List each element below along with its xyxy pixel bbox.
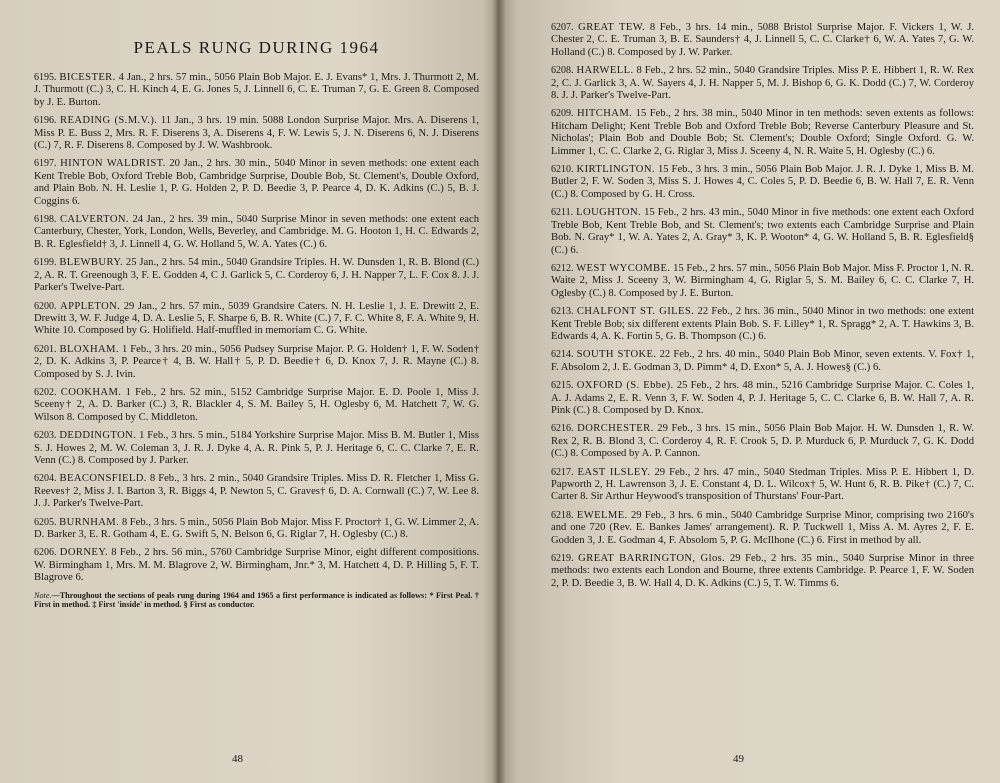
peal-place: HARWELL. xyxy=(576,65,634,77)
peal-details: 24 Jan., 2 hrs. 39 min., 5040 Surprise Minor in seven methods: one extent each Canterbury, Chester, York, London, Wells, Beverley, and Cambridge. M. G. Hooton 1, H. C. Edwards 2, B. R. Eglesfield† 3, J. Linnell 4, G. W. Holland 5, W. A. Yates (C.) 6. xyxy=(34,214,479,250)
peal-place: HITCHAM. xyxy=(576,108,633,120)
peal-place: OXFORD (S. Ebbe). xyxy=(576,380,674,392)
peal-details: 8 Feb., 3 hrs. 14 min., 5088 Bristol Surprise Major. F. Vickers 1, W. J. Chester 2, C. E. Truman 3, B. E. Saunders† 4, J. Linnell 5, C. C. Clarke† 6, W. A. Yates 7, G. W. Holland (C.) 8. Composed by J. W. Parker. xyxy=(551,22,974,58)
peal-entry xyxy=(551,22,974,59)
peal-number: 6217. xyxy=(551,466,574,478)
peal-details: 25 Feb., 2 hrs. 48 min., 5216 Cambridge Surprise Major. C. Coles 1, A. J. Adams 2, E. R. Venn 3, F. W. Soden 4, P. J. Heritage 5, C. C. Clarke 6, B. W. Hall 7, A. R. Pink (C.) 8. Composed by D. Knox. xyxy=(551,380,974,416)
peal-number: 6211. xyxy=(551,207,574,219)
peal-place: GREAT BARRINGTON, Glos. xyxy=(578,553,726,565)
peal-details: 22 Feb., 2 hrs. 36 min., 5040 Minor in two methods: one extent Kent Treble Bob; six different extents Plain Bob. S. F. Lilley* 1, R. Spragg* 2, A. T. Hawkins 3, B. Edwards 4, A. K. Fortin 5, G. B. Thompson (C.) 6. xyxy=(551,306,975,342)
peal-number: 6207. xyxy=(551,22,574,33)
peal-details: 22 Feb., 2 hrs. 40 min., 5040 Plain Bob Minor, seven extents. V. Fox† 1, F. Absolom 2, J. E. Godman 3, D. Pimm* 4, D. Exon* 5, A. J. Howes§ (C.) 6. xyxy=(551,349,975,373)
left-entries-list xyxy=(34,72,479,585)
peal-entry xyxy=(551,164,974,201)
peal-number: 6197. xyxy=(34,158,57,170)
peal-place: APPLETON. xyxy=(60,300,121,312)
peal-details: 8 Feb., 3 hrs. 5 min., 5056 Plain Bob Major. Miss F. Proctor† 1, G. W. Limmer 2, A. D. Barker 3, E. R. Gotham 4, E. G. Swift 5, N. Belson 6, G. Riglar 7, H. Oglesby (C.) 8. xyxy=(34,516,479,540)
peal-details: 29 Jan., 2 hrs. 57 min., 5039 Grandsire Caters. N. H. Leslie 1, J. E. Drewitt 2, E. Drewitt 3, W. F. Judge 4, D. A. Leslie 5, F. Sharpe 6, B. R. White (C.) 7, F. C. White 8, F. A. White 9, H. White 10. Composed by G. Holifield. Half-muffled in memoriam C. G. White. xyxy=(34,300,480,337)
peal-entry xyxy=(551,467,974,504)
peal-number: 6203. xyxy=(34,430,57,442)
peal-entry xyxy=(551,108,974,158)
peal-place: COOKHAM. xyxy=(60,386,122,398)
peal-number: 6199. xyxy=(34,257,57,269)
peal-entry xyxy=(34,257,479,294)
peal-number: 6200. xyxy=(34,300,57,312)
peal-details: 4 Jan., 2 hrs. 57 min., 5056 Plain Bob Major. E. J. Evans* 1, Mrs. J. Thurmott 2, M. J. Thurmott (C.) 3, C. H. Kinch 4, E. G. Jones 5, J. Linnell 6, C. E. Truman 7, G. E. Green 8. Composed by J. E. Burton. xyxy=(34,72,479,108)
peal-entry xyxy=(34,72,479,109)
peal-entry xyxy=(34,547,479,584)
peal-entry xyxy=(34,430,479,467)
page-heading: PEALS RUNG DURING 1964 xyxy=(133,38,380,57)
peal-details: 15 Feb., 2 hrs. 38 min., 5040 Minor in ten methods: seven extents as follows: Hitcham Delight; Kent Treble Bob and Oxford Treble Bob; Reverse Canterbury Pleasure and St. Nicholas'; Plain Bob and Double Bob; St. Clement's; Double Oxford; Single Oxford. G. W. Limmer 1, C. C. Clarke 2, G. Riglar 3, Miss J. Sceeny 4, N. R. Waite 5, H. Oglesby (C.) 6. xyxy=(551,108,975,157)
peal-place: BICESTER. xyxy=(59,72,116,83)
peal-number: 6215. xyxy=(551,380,574,392)
peal-entry xyxy=(34,387,479,424)
peal-details: 8 Feb., 2 hrs. 52 min., 5040 Grandsire Triples. Miss P. E. Hibbert 1, R. W. Rex 2, C. J. Garlick 3, A. W. Sayers 4, J. H. Napper 5, M. J. Bishop 6, G. K. Dodd (C.) 7, W. Corderoy 8. J. J. Parker's Twelve-Part. xyxy=(551,65,974,102)
peal-number: 6205. xyxy=(34,516,57,528)
peal-number: 6202. xyxy=(34,386,57,398)
footnote-text: —Throughout the sections of peals rung during 1964 and 1965 a first performance is indicated as follows: * First Peal. † First in method. ‡ First 'inside' in method. § First as conductor. xyxy=(34,590,479,610)
peal-number: 6196. xyxy=(34,115,57,127)
peal-place: GREAT TEW. xyxy=(578,22,646,33)
peal-details: 8 Feb., 3 hrs. 2 min., 5040 Grandsire Triples. Miss D. R. Fletcher 1, Miss G. Reeves† 2, Miss J. I. Barton 3, R. Biggs 4, P. Newton 5, C. Graves† 6, D. A. Cornwall (C.) 7, W. Lee 8. J. J. Parker's Twelve-Part. xyxy=(34,473,479,510)
peal-place: READING (S.M.V.). xyxy=(60,115,158,127)
peal-number: 6206. xyxy=(34,547,57,559)
footnote-label: Note. xyxy=(34,590,52,600)
peal-place: SOUTH STOKE. xyxy=(576,349,657,361)
peal-number: 6218. xyxy=(551,509,574,521)
peal-entry xyxy=(551,306,974,343)
peal-entry xyxy=(551,423,974,460)
peal-entry xyxy=(34,473,479,510)
peal-number: 6212. xyxy=(551,262,574,274)
peal-place: HINTON WALDRIST. xyxy=(60,158,166,170)
peal-entry xyxy=(551,65,974,102)
peal-number: 6213. xyxy=(551,306,574,318)
footnote xyxy=(34,591,479,610)
peal-number: 6208. xyxy=(551,65,574,77)
peal-number: 6209. xyxy=(551,108,574,120)
peal-details: 1 Feb., 3 hrs. 5 min., 5184 Yorkshire Surprise Major. Miss B. M. Butler 1, Miss S. J. Howes 2, M. W. Coleman 3, J. R. J. Dyke 4, A. R. Pink 5, P. J. Heritage 6, C. C. Clarke 7, E. R. Venn (C.) 8. Composed by J. Parker. xyxy=(34,430,480,466)
peal-entry xyxy=(551,349,974,374)
peal-place: WEST WYCOMBE. xyxy=(576,262,671,274)
peal-details: 15 Feb., 2 hrs. 43 min., 5040 Minor in five methods: one extent each Oxford Treble Bob, Kent Treble Bob, and St. Clement's; two extents each Cambridge Surprise and Plain Bob. N. Gray* 1, W. A. Yates 2, A. Gray* 3, K. P. Wooton* 4, G. W. Holland 5, B. R. Eglesfield§ (C.) 6. xyxy=(551,207,974,256)
peal-entry xyxy=(34,301,479,338)
peal-entry xyxy=(34,115,479,152)
peal-details: 8 Feb., 2 hrs. 56 min., 5760 Cambridge Surprise Minor, eight different compositions. W. Birmingham 1, Mrs. M. M. Blagrove 2, W. Birmingham, Jnr.* 3, M. Hatchett 4, D. P. Hilling 5, F. T. Blagrove 6. xyxy=(34,547,479,584)
page-number-right: 49 xyxy=(733,753,744,765)
peal-details: 29 Feb., 3 hrs. 6 min., 5040 Cambridge Surprise Minor, comprising two 2160's and one 720 (Rev. E. Bankes James' arrangement). R. P. Tuckwell 1, Miss A. M. Ayres 2, F. E. Godden 3, J. E. Godman 4, F. Absolom 5, P. G. McIlhone (C.) 6. First in method by all. xyxy=(551,509,974,546)
peal-details: 29 Feb., 3 hrs. 15 min., 5056 Plain Bob Major. H. W. Dunsden 1, R. W. Rex 2, R. B. Blond 3, C. Corderoy 4, R. F. Crook 5, D. P. Murduck 6, P. Murduck 7, G. K. Dodd (C.) 8. Composed by A. P. Cannon. xyxy=(551,423,974,460)
peal-details: 25 Jan., 2 hrs. 54 min., 5040 Grandsire Triples. H. W. Dunsden 1, R. B. Blond (C.) 2, A. R. T. Greenough 3, F. E. Godden 4, C J. Garlick 5, C. Corderoy 6, J. H. Napper 7, L. F. Cox 8. J. J. Parker's Twelve-Part. xyxy=(34,257,479,294)
peal-number: 6216. xyxy=(551,423,574,435)
peal-number: 6214. xyxy=(551,349,574,361)
peal-details: 15 Feb., 2 hrs. 57 min., 5056 Plain Bob Major. Miss F. Proctor 1, N. R. Waite 2, Miss J. Sceeny 3, W. Birmingham 4, G. Riglar 5, S. M. Bailey 6, C. C. Clarke 7, H. Oglesby (C.) 8. Composed by J. E. Burton. xyxy=(551,262,974,299)
peal-details: 1 Feb., 3 hrs. 20 min., 5056 Pudsey Surprise Major. P. G. Holden† 1, F. W. Soden† 2, D. K. Adkins 3, P. Pearce† 4, B. W. Hall† 5, P. D. Beedie† 6, D. Knox 7, J. R. Mayne (C.) 8. Composed by S. J. Ivin. xyxy=(34,343,479,380)
peal-entry xyxy=(551,553,974,590)
peal-number: 6219. xyxy=(551,553,574,565)
peal-place: DEDDINGTON. xyxy=(59,430,137,442)
peal-entry xyxy=(34,158,479,208)
peal-place: LOUGHTON. xyxy=(576,207,642,219)
peal-place: BEACONSFIELD. xyxy=(59,473,147,485)
peal-place: KIRTLINGTON. xyxy=(576,164,655,176)
peal-number: 6204. xyxy=(34,473,57,485)
peal-place: BLEWBURY. xyxy=(59,257,124,269)
peal-entry xyxy=(34,214,479,251)
peal-entry xyxy=(34,344,479,381)
book-gutter xyxy=(492,0,506,783)
peal-details: 20 Jan., 2 hrs. 30 min., 5040 Minor in seven methods: one extent each Kent Treble Bob, Oxford Treble Bob, Cambridge Surprise, Double Bob, St. Clement's, Double Oxford, and Plain Bob. N. H. Leslie 1, P. G. Holden 2, P. D. Beedie 3, P. Pearce 4, D. K. Adkins (C.) 5, B. J. Coggins 6. xyxy=(34,158,479,207)
peal-number: 6198. xyxy=(34,214,57,226)
peal-entry xyxy=(551,207,974,257)
peal-place: DORCHESTER. xyxy=(577,423,654,435)
peal-place: EAST ILSLEY. xyxy=(577,466,651,478)
left-page xyxy=(0,0,497,783)
peal-place: DORNEY. xyxy=(59,547,108,559)
peal-number: 6195. xyxy=(34,72,57,83)
peal-entry xyxy=(551,380,974,417)
peal-details: 29 Feb., 2 hrs. 47 min., 5040 Stedman Triples. Miss P. E. Hibbert 1, D. Papworth 2, H. Lawrenson 3, J. E. Constant 4, D. L. Wilcox† 5, W. Hunt 6, R. B. Pike† (C.) 7, C. Carter 8. Sir Arthur Heywood's transposition of Thurstans' Four-Part. xyxy=(551,466,974,503)
peal-place: EWELME. xyxy=(576,509,628,521)
peal-entry xyxy=(34,517,479,542)
peal-details: 29 Feb., 2 hrs. 35 min., 5040 Surprise Minor in three methods: two extents each London and Bourne, three extents Cambridge. P. Pearce 1, F. W. Soden 2, P. D. Beedie 3, B. W. Hall 4, D. K. Adkins (C.) 5, T. W. Timms 6. xyxy=(551,553,974,589)
right-entries-list xyxy=(551,22,974,590)
peal-number: 6210. xyxy=(551,164,574,176)
peal-place: BLOXHAM. xyxy=(59,343,119,355)
page-number-left: 48 xyxy=(232,753,243,765)
peal-entry xyxy=(551,510,974,547)
peal-details: 1 Feb., 2 hrs. 52 min., 5152 Cambridge Surprise Major. E. D. Poole 1, Miss J. Sceeny† 2, A. D. Barker (C.) 3, R. Blackler 4, S. M. Bailey 5, H. Oglesby 6, M. Hatchett 7, W. G. Wilson 8. Composed by C. Middleton. xyxy=(34,386,480,423)
peal-details: 11 Jan., 3 hrs. 19 min. 5088 London Surprise Major. Mrs. A. Diserens 1, Miss P. E. Buss 2, Mrs. R. F. Diserens 3, A. Diserens 4, F. W. Lewis 5, J. N. Diserens 6, N. J. Diserens (C.) 7, R. F. Diserens 8. Composed by J. W. Washbrook. xyxy=(34,115,479,152)
peal-place: CHALFONT ST. GILES. xyxy=(576,306,695,318)
peal-entry xyxy=(551,263,974,300)
peal-number: 6201. xyxy=(34,343,57,355)
right-page xyxy=(497,0,1000,783)
peal-details: 15 Feb., 3 hrs. 3 min., 5056 Plain Bob Major. J. R. J. Dyke 1, Miss B. M. Butler 2, F. W. Soden 3, Miss S. J. Howes 4, C. Coles 5, P. D. Beedie 6, B. W. Hall 7, E. R. Venn (C.) 8. Composed by G. H. Cross. xyxy=(551,164,974,200)
peal-place: BURNHAM. xyxy=(59,516,120,528)
peal-place: CALVERTON. xyxy=(59,214,129,226)
